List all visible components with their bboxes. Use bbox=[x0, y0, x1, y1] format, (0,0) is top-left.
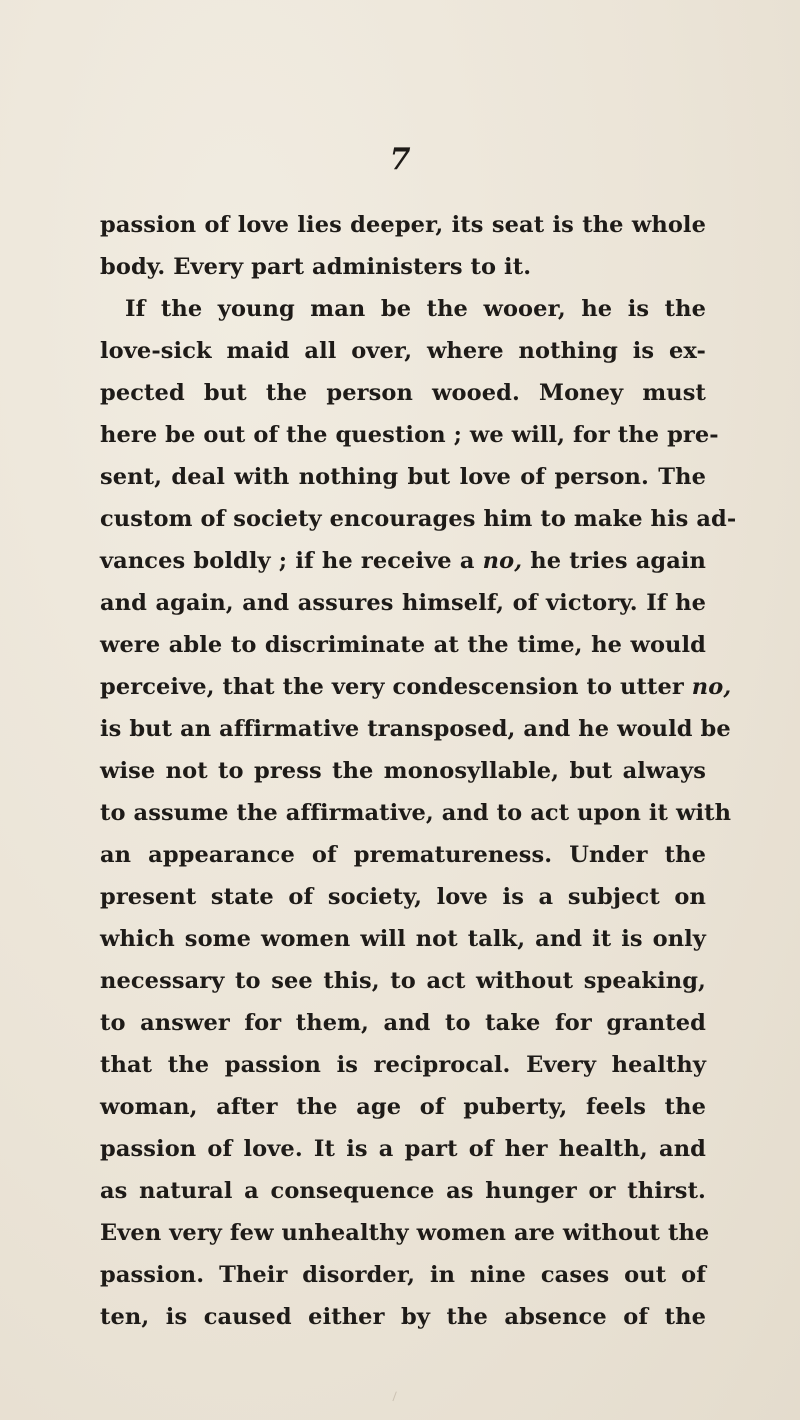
paper-blemish bbox=[392, 1391, 400, 1402]
text-line bbox=[100, 666, 732, 708]
italic-word: no, bbox=[691, 674, 732, 700]
text-line: an appearance of prematureness. Under the bbox=[100, 842, 706, 868]
page-number: 7 bbox=[389, 142, 411, 177]
text-line: passion. Their disorder, in nine cases out of bbox=[100, 1262, 706, 1288]
text-line: is but an affirmative transposed, and he would be bbox=[100, 716, 731, 742]
text-line: Even very few unhealthy women are without the bbox=[100, 1220, 710, 1246]
text-line: passion of love lies deeper, its seat is the whole bbox=[100, 212, 706, 238]
text-line: If the young man be the wooer, he is the bbox=[125, 296, 706, 322]
text-line: present state of society, love is a subject on bbox=[100, 884, 706, 910]
body-text bbox=[100, 204, 737, 1338]
text-line: which some women will not talk, and it is only bbox=[100, 926, 706, 952]
text-line: passion of love. It is a part of her health, and bbox=[100, 1136, 706, 1162]
text-line: wise not to press the monosyllable, but always bbox=[100, 758, 706, 784]
text-line: necessary to see this, to act without speaking, bbox=[100, 968, 706, 994]
text-line: love-sick maid all over, where nothing is ex- bbox=[100, 338, 706, 364]
text-line: and again, and assures himself, of victory. If he bbox=[100, 590, 706, 616]
text-line bbox=[100, 540, 706, 582]
text-segment: vances boldly ; if he receive a bbox=[100, 548, 475, 574]
text-segment: he tries again bbox=[522, 548, 707, 574]
text-line: custom of society encourages him to make his ad- bbox=[100, 506, 737, 532]
italic-word: no, bbox=[482, 548, 523, 574]
text-line: ten, is caused either by the absence of the bbox=[100, 1304, 706, 1330]
text-line: here be out of the question ; we will, for the pre- bbox=[100, 422, 719, 448]
text-line: sent, deal with nothing but love of person. The bbox=[100, 464, 706, 490]
text-line: pected but the person wooed. Money must bbox=[100, 380, 706, 406]
text-segment: perceive, that the very condescension to utter bbox=[100, 674, 684, 700]
text-line: that the passion is reciprocal. Every healthy bbox=[100, 1052, 706, 1078]
text-line: were able to discriminate at the time, he would bbox=[100, 632, 706, 658]
text-line: to assume the affirmative, and to act upon it with bbox=[100, 800, 732, 826]
text-line: woman, after the age of puberty, feels the bbox=[100, 1094, 706, 1120]
text-line: to answer for them, and to take for granted bbox=[100, 1010, 706, 1036]
text-line: as natural a consequence as hunger or thirst. bbox=[100, 1178, 706, 1204]
text-line: body. Every part administers to it. bbox=[100, 254, 532, 280]
